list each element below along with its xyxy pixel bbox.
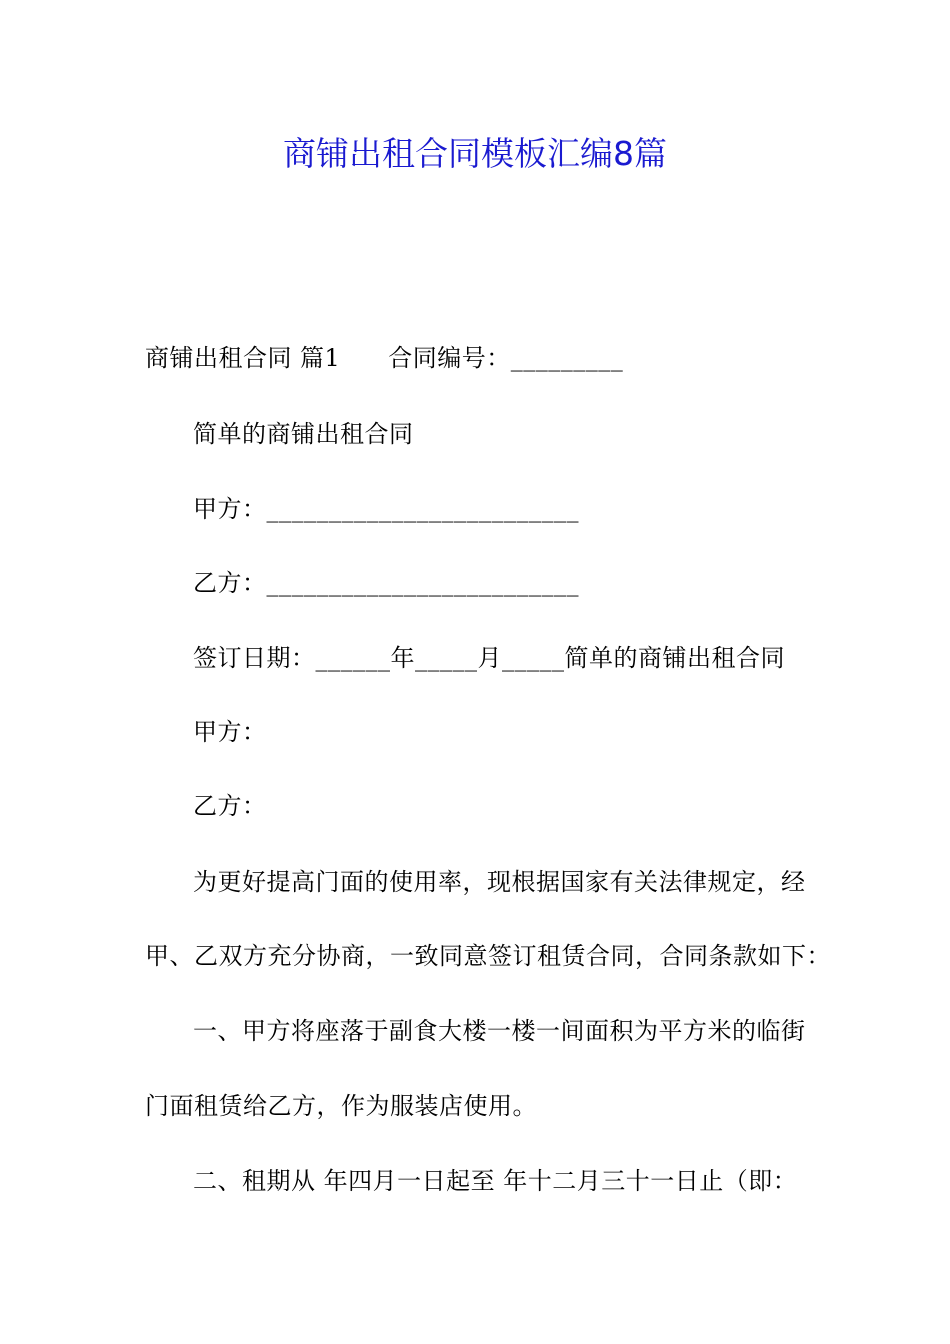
paragraph: 二、租期从 年四月一日起至 年十二月三十一日止（即： xyxy=(193,1167,798,1195)
contract-header-line xyxy=(145,338,623,378)
paragraph: 乙方： xyxy=(193,792,267,820)
paragraph: 甲、乙双方充分协商，一致同意签订租赁合同，合同条款如下： xyxy=(145,942,831,970)
paragraph: 一、甲方将座落于副食大楼一楼一间面积为平方米的临街 xyxy=(193,1017,806,1045)
paragraph: 甲方：_________________________ xyxy=(193,495,579,523)
section-title: 商铺出租合同 xyxy=(145,344,292,372)
paragraph: 甲方： xyxy=(193,718,267,746)
paragraph: 为更好提高门面的使用率，现根据国家有关法律规定，经 xyxy=(193,868,806,896)
contract-number-label: 合同编号：_________ xyxy=(388,344,624,372)
paragraph: 乙方：_________________________ xyxy=(193,569,579,597)
section-number: 篇1 xyxy=(300,344,341,372)
paragraph: 门面租赁给乙方，作为服装店使用。 xyxy=(145,1092,537,1120)
paragraph: 签订日期：______年_____月_____简单的商铺出租合同 xyxy=(193,644,785,672)
paragraph: 简单的商铺出租合同 xyxy=(193,420,414,448)
page-title: 商铺出租合同模板汇编8篇 xyxy=(283,134,667,173)
